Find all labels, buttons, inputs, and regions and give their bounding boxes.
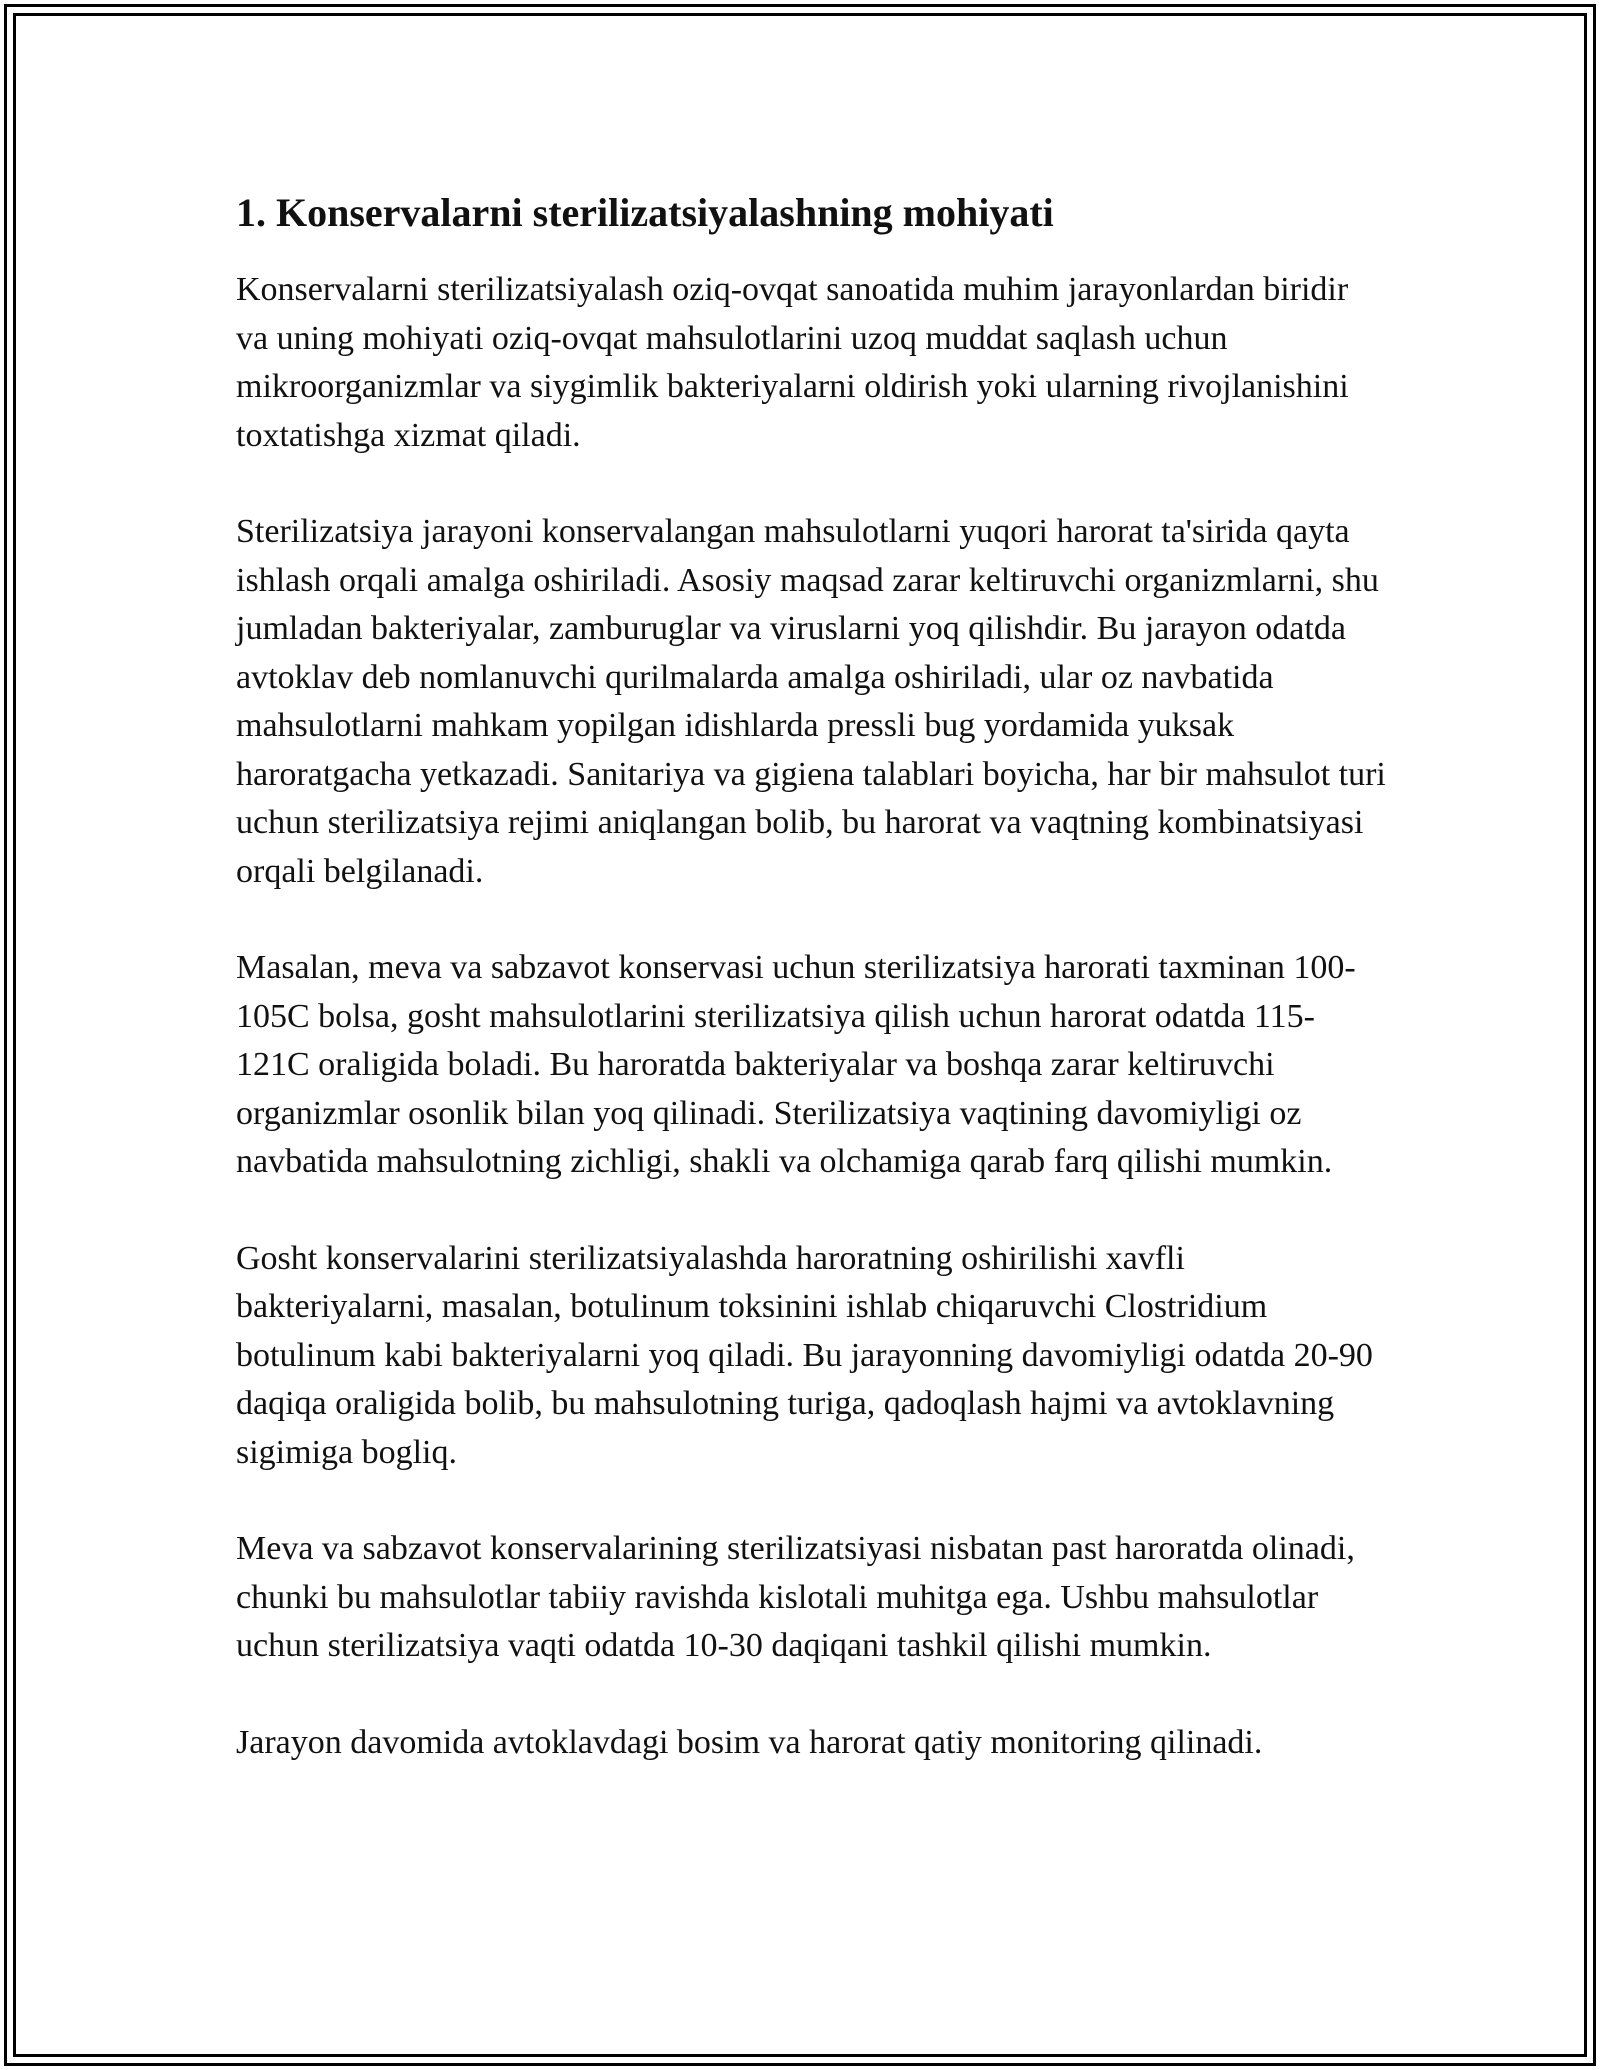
paragraph-meat-sterilization: Gosht konservalarini sterilizatsiyalashda haroratning oshirilishi xavfli bakteriyalarni, masalan, botulinum toksinini ishlab chiqaruvchi Clostridium botulinum kabi bakteriyalarni yoq qiladi. Bu jarayonning davomiyligi odatda 20-90 daqiqa oraligida bolib, bu mahsulotning turiga, qadoqlash hajmi va avtoklavning sigimiga bogliq.	[236, 1239, 1373, 1471]
paragraph-temperature-examples: Masalan, meva va sabzavot konservasi uchun sterilizatsiya harorati taxminan 100-105C bolsa, gosht mahsulotlarini sterilizatsiya qilish uchun harorat odatda 115-121C oraligida boladi. Bu haroratda bakteriyalar va boshqa zarar keltiruvchi organizmlar osonlik bilan yoq qilinadi. Sterilizatsiya vaqtining davomiyligi oz navbatida mahsulotning zichligi, shakli va olchamiga qarab farq qilishi mumkin.	[236, 949, 1356, 1180]
paragraph-sterilization-process: Sterilizatsiya jarayoni konservalangan mahsulotlarni yuqori harorat ta'sirida qayta ishlash orqali amalga oshiriladi. Asosiy maqsad zarar keltiruvchi organizmlarni, shu jumladan bakteriyalar, zamburuglar va viruslarni yoq qilishdir. Bu jarayon odatda avtoklav deb nomlanuvchi qurilmalarda amalga oshiriladi, ular oz navbatida mahsulotlarni mahkam yopilgan idishlarda pressli bug yordamida yuksak haroratgacha yetkazadi. Sanitariya va gigiena talablari boyicha, har bir mahsulot turi uchun sterilizatsiya rejimi aniqlangan bolib, bu harorat va vaqtning kombinatsiyasi orqali belgilanadi.	[236, 513, 1386, 890]
paragraph-introduction: Konservalarni sterilizatsiyalash oziq-ovqat sanoatida muhim jarayonlardan biridir va uning mohiyati oziq-ovqat mahsulotlarini uzoq muddat saqlash uchun mikroorganizmlar va siygimlik bakteriyalarni oldirish yoki ularning rivojlanishini toxtatishga xizmat qiladi.	[236, 271, 1349, 454]
section-heading: 1. Konservalarni sterilizatsiyalashning mohiyati	[236, 190, 1054, 235]
paragraph-monitoring: Jarayon davomida avtoklavdagi bosim va harorat qatiy monitoring qilinadi.	[236, 1723, 1263, 1761]
paragraph-fruit-vegetable-sterilization: Meva va sabzavot konservalarining sterilizatsiyasi nisbatan past haroratda olinadi, chunki bu mahsulotlar tabiiy ravishda kislotali muhitga ega. Ushbu mahsulotlar uchun sterilizatsiya vaqti odatda 10-30 daqiqani tashkil qilishi mumkin.	[236, 1530, 1355, 1664]
document-body	[236, 185, 1386, 1815]
